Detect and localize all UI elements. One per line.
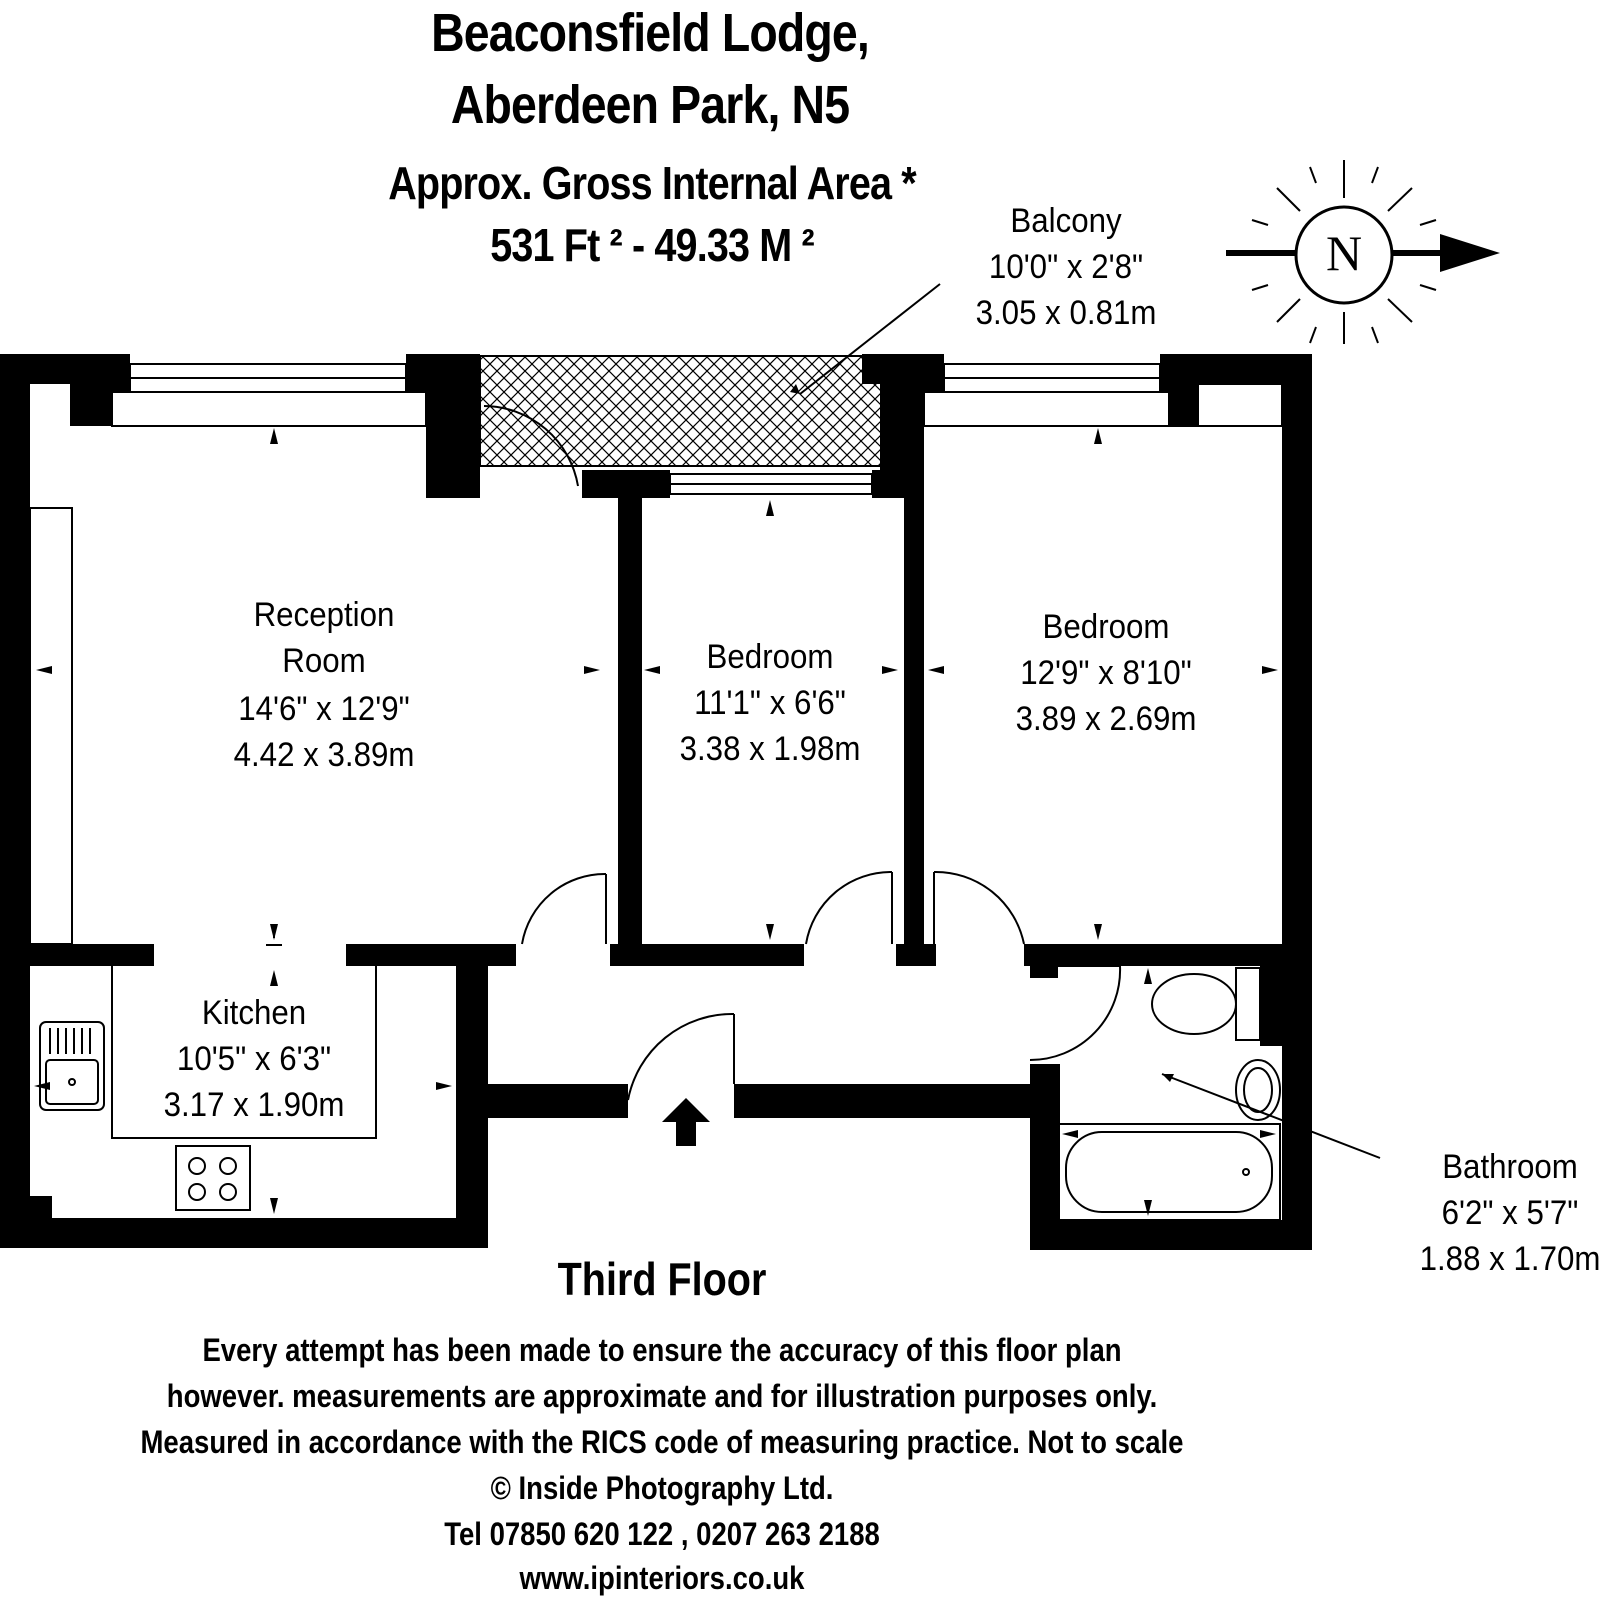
toilet-icon (1152, 968, 1260, 1040)
disclaimer-line-1: Every attempt has been made to ensure the accuracy of this floor plan (202, 1332, 1122, 1368)
compass-letter: N (1325, 225, 1363, 281)
balcony-metric: 3.05 x 0.81m (975, 294, 1157, 332)
disclaimer-line-2: however. measurements are approximate and for illustration purposes only. (166, 1378, 1158, 1414)
bedroom2-name: Bedroom (1042, 608, 1170, 646)
disclaimer-line-3: Measured in accordance with the RICS code of measuring practice. Not to scale (140, 1424, 1184, 1460)
title-line-1: Beaconsfield Lodge, (431, 3, 869, 63)
area-value: 531 Ft ² - 49.33 M ² (490, 219, 814, 271)
bath-icon (1058, 1124, 1280, 1220)
north-arrow-icon (1226, 160, 1500, 344)
floor-label: Third Floor (557, 1253, 767, 1305)
balcony-area (480, 356, 886, 466)
bedroom1-name: Bedroom (706, 638, 834, 676)
bathroom-imperial: 6'2" x 5'7" (1441, 1194, 1579, 1232)
bedroom2-metric: 3.89 x 2.69m (1015, 700, 1197, 738)
reception-imperial: 14'6" x 12'9" (238, 690, 410, 728)
bathroom-name: Bathroom (1442, 1148, 1578, 1186)
kitchen-name: Kitchen (201, 994, 307, 1032)
bedroom1-metric: 3.38 x 1.98m (679, 730, 861, 768)
entrance-arrow-icon (662, 1098, 710, 1146)
copyright: © Inside Photography Ltd. (490, 1470, 834, 1506)
website-link[interactable]: www.ipinteriors.co.uk (519, 1560, 805, 1596)
bedroom2-imperial: 12'9" x 8'10" (1020, 654, 1192, 692)
kitchen-imperial: 10'5" x 6'3" (176, 1040, 332, 1078)
bedroom1-imperial: 11'1" x 6'6" (694, 684, 846, 722)
kitchen-metric: 3.17 x 1.90m (163, 1086, 345, 1124)
area-label: Approx. Gross Internal Area * (388, 157, 916, 209)
telephone: Tel 07850 620 122 , 0207 263 2188 (444, 1516, 880, 1552)
reception-name-2: Room (282, 642, 366, 680)
balcony-imperial: 10'0" x 2'8" (988, 248, 1144, 286)
reception-name-1: Reception (253, 596, 395, 634)
hob-icon (189, 1158, 236, 1200)
title-line-2: Aberdeen Park, N5 (450, 75, 850, 135)
sink-icon (40, 1022, 104, 1110)
bathroom-metric: 1.88 x 1.70m (1419, 1240, 1601, 1278)
reception-metric: 4.42 x 3.89m (233, 736, 415, 774)
balcony-name: Balcony (1010, 202, 1122, 240)
